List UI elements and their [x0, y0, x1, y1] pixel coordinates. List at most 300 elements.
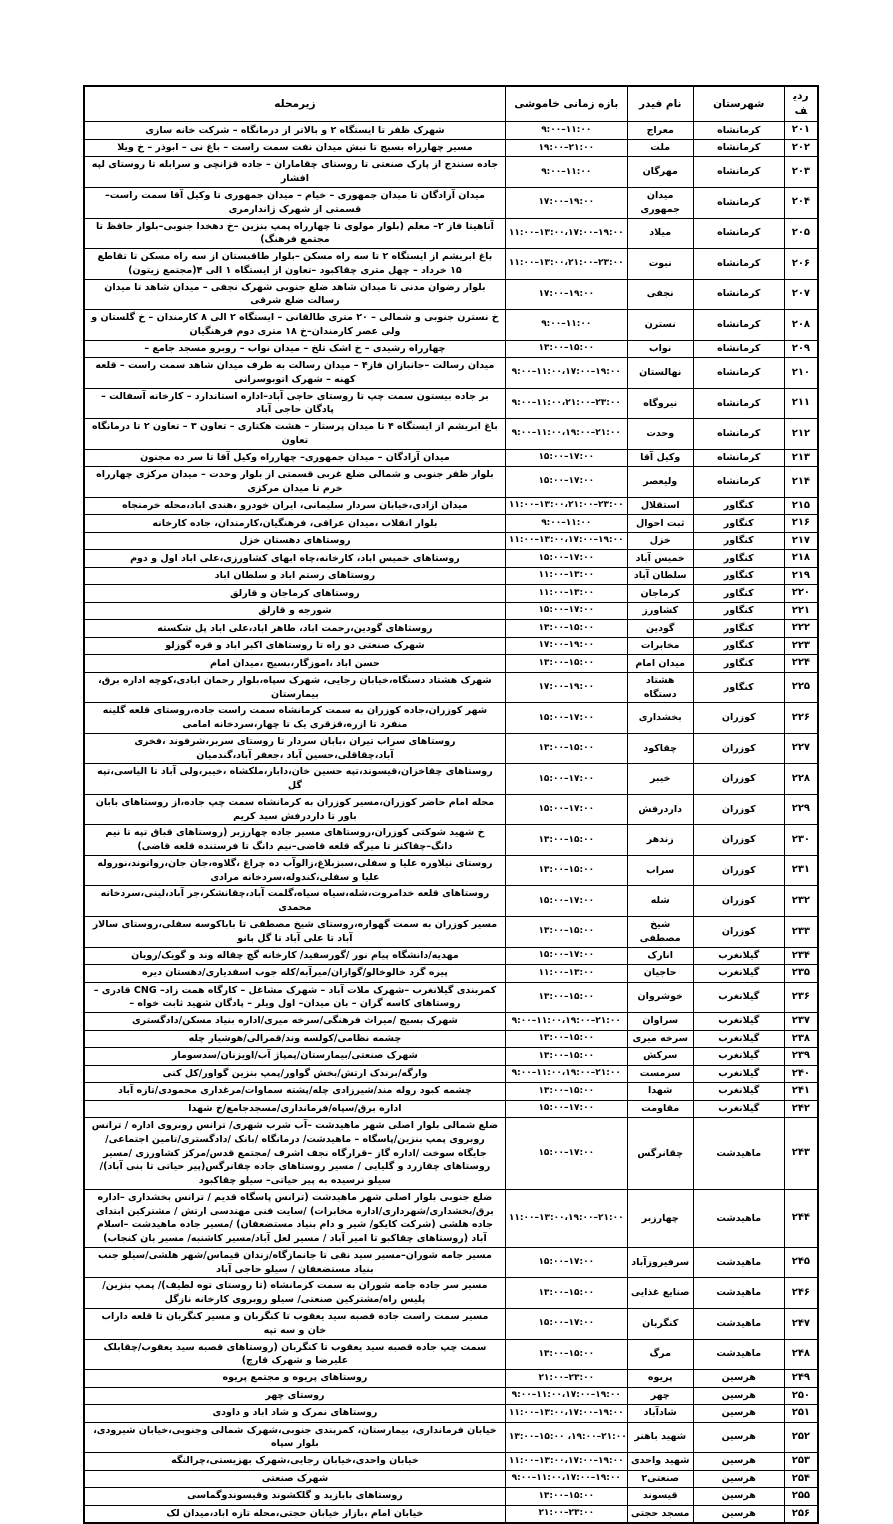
table-row	[84, 1470, 818, 1488]
county-cell: کرمانشاه	[693, 358, 784, 389]
row-number-cell: ۲۴۳	[784, 1118, 818, 1190]
table-row	[84, 550, 818, 568]
feeder-cell: مخابرات	[627, 637, 693, 655]
row-number-cell: ۲۵۳	[784, 1453, 818, 1471]
row-number-cell: ۲۵۱	[784, 1405, 818, 1423]
table-row	[84, 419, 818, 450]
county-cell: کنگاور	[693, 602, 784, 620]
row-number-cell: ۲۲۳	[784, 637, 818, 655]
feeder-cell: سرفیروزآباد	[627, 1247, 693, 1278]
table-row	[84, 655, 818, 673]
row-number-cell: ۲۲۸	[784, 764, 818, 795]
area-cell: شورجه و قارلق	[84, 602, 505, 620]
county-cell: کوزران	[693, 917, 784, 948]
feeder-cell: میدان امام	[627, 655, 693, 673]
county-cell: کنگاور	[693, 585, 784, 603]
row-number-cell: ۲۳۱	[784, 855, 818, 886]
feeder-cell: شادآباد	[627, 1405, 693, 1423]
row-number-cell: ۲۳۵	[784, 965, 818, 983]
time-range-cell: ۹:۰۰–۱۱:۰۰،۱۹:۰۰–۲۱:۰۰	[505, 1065, 627, 1083]
row-number-cell: ۲۱۶	[784, 515, 818, 533]
table-row	[84, 532, 818, 550]
row-number-cell: ۲۰۱	[784, 122, 818, 140]
column-header-row-number: ردیف	[784, 86, 818, 122]
feeder-cell: وکیل آقا	[627, 449, 693, 467]
table-row	[84, 358, 818, 389]
table-row	[84, 1505, 818, 1523]
county-cell: کرمانشاه	[693, 187, 784, 218]
area-cell: شهرک ظفر تا ایستگاه ۲ و بالاتر از درمانگاه – شرکت خانه سازی	[84, 122, 505, 140]
feeder-cell: سرخه میری	[627, 1030, 693, 1048]
time-range-cell: ۱۷:۰۰–۱۹:۰۰	[505, 637, 627, 655]
area-cell: شهر کوزران،جاده کوزران به سمت کرمانشاه سمت راست جاده،روستای قلعه گلینه منفرد تا ازره،قزقری یک تا چهار،سردخانه امامی	[84, 703, 505, 734]
time-range-cell: ۱۳:۰۰–۱۵:۰۰	[505, 1339, 627, 1370]
table-row	[84, 1422, 818, 1453]
row-number-cell: ۲۵۴	[784, 1470, 818, 1488]
county-cell: هرسین	[693, 1370, 784, 1388]
row-number-cell: ۲۰۸	[784, 310, 818, 341]
area-cell: خ شهید شوکتی کوزران،روستاهای مسیر جاده چهارزبر (روستاهای قباق تپه تا نیم دانگ–چقاکنز تا میرگه قلعه قاضی–نیم دانگ تا فرستنده قلعه قاضی)	[84, 825, 505, 856]
feeder-cell: نسترن	[627, 310, 693, 341]
time-range-cell: ۱۱:۰۰–۱۳:۰۰	[505, 585, 627, 603]
row-number-cell: ۲۴۸	[784, 1339, 818, 1370]
county-cell: گیلانغرب	[693, 1030, 784, 1048]
area-cell: مسیر سمت راست جاده قصبه سید یعقوب تا کنگربان و مسیر کنگربان تا قلعه داراب خان و سه تپه	[84, 1309, 505, 1340]
feeder-cell: ولیعصر	[627, 467, 693, 498]
table-row	[84, 157, 818, 188]
table-body	[84, 122, 818, 1523]
time-range-cell: ۹:۰۰–۱۱:۰۰،۱۷:۰۰–۱۹:۰۰	[505, 1387, 627, 1405]
row-number-cell: ۲۰۵	[784, 218, 818, 249]
area-cell: روستاهای سراب تیران ،بابان سردار تا روستای سربر،شرفوند ،فخری آباد،چقاقلی،حسین آباد ،جعفر آباد،گندمیان	[84, 733, 505, 764]
table-row	[84, 497, 818, 515]
area-cell: میدان رسالت –جانبازان فاز۴ – میدان رسالت به طرف میدان شاهد سمت راست – قلعه کهنه – شهرک اتوبوسرانی	[84, 358, 505, 389]
table-row	[84, 1339, 818, 1370]
table-row	[84, 279, 818, 310]
feeder-cell: خوشروان	[627, 982, 693, 1013]
time-range-cell: ۱۷:۰۰–۱۹:۰۰	[505, 672, 627, 703]
area-cell: خیابان امام ،بازار خیابان حجتی،محله تازه اباد،میدان لک	[84, 1505, 505, 1523]
table-row	[84, 567, 818, 585]
area-cell: باغ ابریشم از ایستگاه ۴ تا میدان پرستار – هشت هکتاری – تعاون ۳ – تعاون ۲ تا درمانگاه تعاون	[84, 419, 505, 450]
row-number-cell: ۲۱۱	[784, 388, 818, 419]
county-cell: کنگاور	[693, 672, 784, 703]
area-cell: روستاهای کرماجان و قارلق	[84, 585, 505, 603]
time-range-cell: ۱۱:۰۰–۱۳:۰۰	[505, 567, 627, 585]
area-cell: روستاهای نمرک و شاد اباد و داودی	[84, 1405, 505, 1423]
outage-schedule-table	[83, 85, 819, 1524]
area-cell: مسیر کوزران به سمت گهواره،روستای شیخ مصطفی تا باباکوسه سفلی،روستای سالار آباد تا علی آباد تا گل بانو	[84, 917, 505, 948]
row-number-cell: ۲۳۲	[784, 886, 818, 917]
column-header-time-range: بازه زمانی خاموشی	[505, 86, 627, 122]
time-range-cell: ۱۵:۰۰–۱۷:۰۰	[505, 794, 627, 825]
row-number-cell: ۲۵۰	[784, 1387, 818, 1405]
table-row	[84, 764, 818, 795]
feeder-cell: سرکش	[627, 1048, 693, 1066]
county-cell: کرمانشاه	[693, 467, 784, 498]
time-range-cell: ۱۵:۰۰–۱۷:۰۰	[505, 764, 627, 795]
row-number-cell: ۲۲۲	[784, 620, 818, 638]
time-range-cell: ۱۵:۰۰–۱۷:۰۰	[505, 703, 627, 734]
area-cell: ضلع شمالی بلوار اصلی شهر ماهیدشت –آب شرب شهری/ ترانس روبروی اداره / ترانس روبروی پمپ بنزین/پاسگاه – ماهیدشت/ درمانگاه /بانک /دادگستری/تامین اجتماعی/جایگاه سوخت /اداره گاز –قرارگاه نجف اشرف /مجتمع قدس/مرکز کشاورزی /مسیر روستاهای چقازرد و گلیایی / مسیر روستاهای جاده چقانرگس(پیر حیاتی تا بنی آباد)/سیلو نرسیده به پیر حیاتی– سیلو چقاکبود	[84, 1118, 505, 1190]
area-cell: میدان آزادگان تا میدان جمهوری – خیام – میدان جمهوری تا وکیل آقا سمت راست–قسمتی از شهرک ژاندارمری	[84, 187, 505, 218]
time-range-cell: ۱۵:۰۰–۱۷:۰۰	[505, 1247, 627, 1278]
feeder-cell: استقلال	[627, 497, 693, 515]
feeder-cell: چهارزبر	[627, 1189, 693, 1247]
feeder-cell: هشتاد دستگاه	[627, 672, 693, 703]
feeder-cell: ثبت احوال	[627, 515, 693, 533]
row-number-cell: ۲۱۸	[784, 550, 818, 568]
time-range-cell: ۱۳:۰۰–۱۵:۰۰	[505, 655, 627, 673]
feeder-cell: مرگ	[627, 1339, 693, 1370]
county-cell: کوزران	[693, 825, 784, 856]
county-cell: کنگاور	[693, 497, 784, 515]
feeder-cell: سراوان	[627, 1013, 693, 1031]
table-row	[84, 515, 818, 533]
row-number-cell: ۲۰۹	[784, 340, 818, 358]
time-range-cell: ۱۷:۰۰–۱۹:۰۰	[505, 279, 627, 310]
row-number-cell: ۲۵۶	[784, 1505, 818, 1523]
time-range-cell: ۱۹:۰۰–۲۱:۰۰	[505, 139, 627, 157]
row-number-cell: ۲۴۹	[784, 1370, 818, 1388]
county-cell: هرسین	[693, 1405, 784, 1423]
time-range-cell: ۱۳:۰۰–۱۵:۰۰	[505, 982, 627, 1013]
feeder-cell: شهید باهنر	[627, 1422, 693, 1453]
area-cell: شهرک هشتاد دستگاه،خیابان رجایی، شهرک سپاه،بلوار رحمان ابادی،کوچه اداره برق، بیمارستان	[84, 672, 505, 703]
area-cell: بلوار ظفر جنوبی و شمالی ضلع غربی قسمتی از بلوار وحدت – میدان مرکزی چهارراه خرم تا میدان مرکزی	[84, 467, 505, 498]
area-cell: بلوار انقلاب ،میدان عراقی، فرهنگیان،کارمندان، جاده کارخانه	[84, 515, 505, 533]
table-row	[84, 602, 818, 620]
row-number-cell: ۲۲۱	[784, 602, 818, 620]
feeder-cell: سراب	[627, 855, 693, 886]
time-range-cell: ۱۱:۰۰–۱۳:۰۰،۱۷:۰۰–۱۹:۰۰	[505, 1453, 627, 1471]
table-row	[84, 825, 818, 856]
table-row	[84, 1083, 818, 1101]
feeder-cell: خیبر	[627, 764, 693, 795]
table-row	[84, 1387, 818, 1405]
row-number-cell: ۲۵۵	[784, 1488, 818, 1506]
row-number-cell: ۲۱۳	[784, 449, 818, 467]
area-cell: پیره گرد خالوخالو/گوازان/میرآبه/کله جوب اسفدیاری/دهستان دیره	[84, 965, 505, 983]
row-number-cell: ۲۰۳	[784, 157, 818, 188]
row-number-cell: ۲۴۲	[784, 1100, 818, 1118]
area-cell: مهدیه/دانشگاه پیام نور /گورسفید/ کارخانه گچ چقاله وند و گویک/رویان	[84, 947, 505, 965]
column-header-county: شهرستان	[693, 86, 784, 122]
feeder-cell: شیخ مصطفی	[627, 917, 693, 948]
area-cell: چهارراه رشیدی – خ اشک تلخ – میدان نواب – روبرو مسجد جامع –	[84, 340, 505, 358]
table-row	[84, 733, 818, 764]
row-number-cell: ۲۲۶	[784, 703, 818, 734]
area-cell: روستاهای پریوه و مجتمع پریوه	[84, 1370, 505, 1388]
header-row	[84, 86, 818, 122]
feeder-cell: سرمست	[627, 1065, 693, 1083]
table-row	[84, 620, 818, 638]
row-number-cell: ۲۱۲	[784, 419, 818, 450]
time-range-cell: ۱۵:۰۰–۱۷:۰۰	[505, 1309, 627, 1340]
row-number-cell: ۲۲۹	[784, 794, 818, 825]
time-range-cell: ۹:۰۰–۱۱:۰۰،۲۱:۰۰–۲۳:۰۰	[505, 388, 627, 419]
area-cell: خ نسترن جنوبی و شمالی – ۲۰ متری طالقانی – ایستگاه ۲ الی ۸ کارمندان – خ گلستان و ولی عصر کارمندان–خ ۱۸ متری دوم فرهنگیان	[84, 310, 505, 341]
county-cell: گیلانغرب	[693, 1065, 784, 1083]
row-number-cell: ۲۱۵	[784, 497, 818, 515]
county-cell: هرسین	[693, 1453, 784, 1471]
area-cell: شهرک بسیج /میراث فرهنگی/سرخه میری/اداره بنیاد مسکن/دادگستری	[84, 1013, 505, 1031]
area-cell: اداره برق/سپاه/فرمانداری/مسجدجامع/خ شهدا	[84, 1100, 505, 1118]
feeder-cell: وحدت	[627, 419, 693, 450]
county-cell: کنگاور	[693, 637, 784, 655]
row-number-cell: ۲۳۶	[784, 982, 818, 1013]
feeder-cell: نجفی	[627, 279, 693, 310]
table-row	[84, 1278, 818, 1309]
feeder-cell: نهالستان	[627, 358, 693, 389]
table-row	[84, 340, 818, 358]
county-cell: ماهیدشت	[693, 1309, 784, 1340]
table-row	[84, 310, 818, 341]
feeder-cell: خمیس آباد	[627, 550, 693, 568]
county-cell: گیلانغرب	[693, 982, 784, 1013]
county-cell: گیلانغرب	[693, 1083, 784, 1101]
area-cell: شهرک صنعتی دو راه تا روستاهای اکبر اباد و قره گوزلو	[84, 637, 505, 655]
feeder-cell: کنگربان	[627, 1309, 693, 1340]
row-number-cell: ۲۵۲	[784, 1422, 818, 1453]
table-row	[84, 187, 818, 218]
feeder-cell: چهر	[627, 1387, 693, 1405]
row-number-cell: ۲۳۹	[784, 1048, 818, 1066]
table-header	[84, 86, 818, 122]
table-row	[84, 388, 818, 419]
row-number-cell: ۲۲۴	[784, 655, 818, 673]
time-range-cell: ۲۱:۰۰–۲۳:۰۰	[505, 1370, 627, 1388]
time-range-cell: ۱۳:۰۰–۱۵:۰۰	[505, 733, 627, 764]
time-range-cell: ۱۱:۰۰–۱۳:۰۰،۲۱:۰۰–۲۳:۰۰	[505, 249, 627, 280]
feeder-cell: کشاورز	[627, 602, 693, 620]
county-cell: گیلانغرب	[693, 1100, 784, 1118]
row-number-cell: ۲۳۳	[784, 917, 818, 948]
county-cell: کرمانشاه	[693, 218, 784, 249]
county-cell: کرمانشاه	[693, 310, 784, 341]
county-cell: کرمانشاه	[693, 449, 784, 467]
area-cell: محله امام حاضر کوزران،مسیر کوزران به کرمانشاه سمت چپ جاده،از روستاهای بابان باور تا داردرفش سید کریم	[84, 794, 505, 825]
row-number-cell: ۲۴۴	[784, 1189, 818, 1247]
table-row	[84, 1405, 818, 1423]
feeder-cell: انارک	[627, 947, 693, 965]
table-row	[84, 467, 818, 498]
table-row	[84, 1048, 818, 1066]
area-cell: روستاهای دهستان خزل	[84, 532, 505, 550]
area-cell: باغ ابریشم از ایستگاه ۲ تا سه راه مسکن –بلوار طاقبستان از سه راه مسکن تا تقاطع ۱۵ خرداد – چهل متری چقاکبود –تعاون از ایستگاه ۱ الی ۴(مجتمع زیتون)	[84, 249, 505, 280]
row-number-cell: ۲۰۴	[784, 187, 818, 218]
time-range-cell: ۱۳:۰۰–۱۵:۰۰	[505, 825, 627, 856]
area-cell: ضلع جنوبی بلوار اصلی شهر ماهیدشت (ترانس پاسگاه قدیم / ترانس بخشداری –اداره برق/بخشداری/شهرداری/اداره مخابرات) /سایت فنی مهندسی ارتش / مشترکین ابتدای جاده هلشی (شرکت کایکو/ شیر و دام بنیاد مستضعفان) /مسیر جاده ماهیدشت –اسلام آباد (روستاهای چقاکبو تا امیر آباد / مسیر لعل آباد/مسیر کاشنبه/ مسیر بان کنجاب)	[84, 1189, 505, 1247]
county-cell: کوزران	[693, 733, 784, 764]
column-header-feeder: نام فیدر	[627, 86, 693, 122]
feeder-cell: بخشداری	[627, 703, 693, 734]
county-cell: کنگاور	[693, 620, 784, 638]
table-row	[84, 1309, 818, 1340]
area-cell: شهرک صنعتی	[84, 1470, 505, 1488]
row-number-cell: ۲۰۷	[784, 279, 818, 310]
time-range-cell: ۹:۰۰–۱۱:۰۰	[505, 122, 627, 140]
row-number-cell: ۲۱۷	[784, 532, 818, 550]
table-row	[84, 1453, 818, 1471]
table-row	[84, 585, 818, 603]
time-range-cell: ۱۱:۰۰–۱۳:۰۰	[505, 965, 627, 983]
feeder-cell: زندهر	[627, 825, 693, 856]
area-cell: روستای چهر	[84, 1387, 505, 1405]
time-range-cell: ۹:۰۰–۱۱:۰۰،۱۷:۰۰–۱۹:۰۰	[505, 1470, 627, 1488]
time-range-cell: ۹:۰۰–۱۱:۰۰	[505, 157, 627, 188]
feeder-cell: صنایع غذایی	[627, 1278, 693, 1309]
feeder-cell: معراج	[627, 122, 693, 140]
time-range-cell: ۱۳:۰۰–۱۵:۰۰	[505, 1083, 627, 1101]
time-range-cell: ۱۱:۰۰–۱۳:۰۰،۱۹:۰۰–۲۱:۰۰	[505, 1189, 627, 1247]
row-number-cell: ۲۱۰	[784, 358, 818, 389]
area-cell: روستاهای رستم اباد و سلطان اباد	[84, 567, 505, 585]
time-range-cell: ۱۱:۰۰–۱۳:۰۰،۲۱:۰۰–۲۳:۰۰	[505, 497, 627, 515]
row-number-cell: ۲۴۷	[784, 1309, 818, 1340]
area-cell: میدان ازادی،خیابان سردار سلیمانی، ایران خودرو ،هندی اباد،محله خرمنجاه	[84, 497, 505, 515]
feeder-cell: شهید واحدی	[627, 1453, 693, 1471]
area-cell: روستاهای گودین،رحمت اباد، طاهر اباد،علی اباد پل شکسته	[84, 620, 505, 638]
county-cell: گیلانغرب	[693, 1048, 784, 1066]
table-row	[84, 1065, 818, 1083]
county-cell: هرسین	[693, 1470, 784, 1488]
feeder-cell: کرماجان	[627, 585, 693, 603]
feeder-cell: میلاد	[627, 218, 693, 249]
table-row	[84, 703, 818, 734]
feeder-cell: صنعتی۲	[627, 1470, 693, 1488]
row-number-cell: ۲۳۷	[784, 1013, 818, 1031]
time-range-cell: ۱۳:۰۰–۱۵:۰۰	[505, 1488, 627, 1506]
row-number-cell: ۲۲۷	[784, 733, 818, 764]
column-header-area: زیرمحله	[84, 86, 505, 122]
county-cell: کوزران	[693, 855, 784, 886]
row-number-cell: ۲۳۴	[784, 947, 818, 965]
table-row	[84, 794, 818, 825]
county-cell: کوزران	[693, 764, 784, 795]
row-number-cell: ۲۱۹	[784, 567, 818, 585]
feeder-cell: شله	[627, 886, 693, 917]
row-number-cell: ۲۲۰	[784, 585, 818, 603]
time-range-cell: ۱۳:۰۰–۱۵:۰۰	[505, 1048, 627, 1066]
feeder-cell: سلطان آباد	[627, 567, 693, 585]
feeder-cell: حاجیان	[627, 965, 693, 983]
county-cell: ماهیدشت	[693, 1189, 784, 1247]
area-cell: مسیر جامه شوران–مسیر سید نقی تا جانمازگاه/زندان قیماس/شهر هلشی/سیلو جنب بنیاد مستضعفان / سیلو حاجی آباد	[84, 1247, 505, 1278]
time-range-cell: ۹:۰۰–۱۱:۰۰،۱۹:۰۰–۲۱:۰۰	[505, 1013, 627, 1031]
time-range-cell: ۱۳:۰۰–۱۵:۰۰	[505, 1030, 627, 1048]
area-cell: کمربندی گیلانغرب –شهرک ملات آباد – شهرک مشاغل – کارگاه همت زاد– CNG قادری – روستاهای کاسه گران – بان میدان– اول ویلر – پادگان شهید ثابت خواه –	[84, 982, 505, 1013]
time-range-cell: ۱۱:۰۰–۱۳:۰۰،۱۷:۰۰–۱۹:۰۰	[505, 1405, 627, 1423]
row-number-cell: ۲۳۰	[784, 825, 818, 856]
area-cell: سمت چپ جاده قصبه سید یعقوب تا کنگربان (روستاهای قصبه سید یعقوب/چقابلک علیرضا و شهرک قارچ)	[84, 1339, 505, 1370]
county-cell: هرسین	[693, 1422, 784, 1453]
time-range-cell: ۱۳:۰۰–۱۵:۰۰	[505, 620, 627, 638]
county-cell: کرمانشاه	[693, 340, 784, 358]
table-row	[84, 218, 818, 249]
time-range-cell: ۱۱:۰۰–۱۳:۰۰،۱۷:۰۰–۱۹:۰۰	[505, 218, 627, 249]
table-row	[84, 1488, 818, 1506]
time-range-cell: ۱۳:۰۰–۱۵:۰۰	[505, 855, 627, 886]
area-cell: خیابان فرمانداری، بیمارستان، کمربندی جنوبی،شهرک شمالی وجنوبی،خیابان شیرودی، بلوار سپاه	[84, 1422, 505, 1453]
feeder-cell: مهرگان	[627, 157, 693, 188]
table-row	[84, 1118, 818, 1190]
county-cell: کنگاور	[693, 567, 784, 585]
table-row	[84, 249, 818, 280]
feeder-cell: نیروگاه	[627, 388, 693, 419]
feeder-cell: مقاومت	[627, 1100, 693, 1118]
table-row	[84, 855, 818, 886]
feeder-cell: پریوه	[627, 1370, 693, 1388]
area-cell: چشمه نظامی/کولسه وند/قمرالی/هوشیار چله	[84, 1030, 505, 1048]
area-cell: روستاهای قلعه خدامروت،شله،سیاه سیاه،گلمت آباد،چقانشکر،جر آباد،لینی،سردخانه محمدی	[84, 886, 505, 917]
county-cell: هرسین	[693, 1505, 784, 1523]
time-range-cell: ۱۵:۰۰–۱۷:۰۰	[505, 1100, 627, 1118]
row-number-cell: ۲۰۲	[784, 139, 818, 157]
row-number-cell: ۲۲۵	[784, 672, 818, 703]
row-number-cell: ۲۳۸	[784, 1030, 818, 1048]
time-range-cell: ۱۵:۰۰–۱۷:۰۰	[505, 467, 627, 498]
area-cell: شهرک صنعتی/بیمارستان/پمپاژ آب/اویزنان/سدسومار	[84, 1048, 505, 1066]
time-range-cell: ۱۵:۰۰–۱۷:۰۰	[505, 886, 627, 917]
feeder-cell: نبوت	[627, 249, 693, 280]
area-cell: مسیر سر جاده جامه شوران به سمت کرمانشاه (تا روستای توه لطیف)/ پمپ بنزین/ پلیس راه/مشترکین صنعتی/ سیلو روبروی کارخانه نازگل	[84, 1278, 505, 1309]
time-range-cell: ۹:۰۰–۱۱:۰۰،۱۹:۰۰–۲۱:۰۰	[505, 419, 627, 450]
table-row	[84, 672, 818, 703]
time-range-cell: ۹:۰۰–۱۱:۰۰،۱۷:۰۰–۱۹:۰۰	[505, 358, 627, 389]
table-row	[84, 947, 818, 965]
county-cell: کنگاور	[693, 532, 784, 550]
time-range-cell: ۹:۰۰–۱۱:۰۰	[505, 515, 627, 533]
table-row	[84, 637, 818, 655]
row-number-cell: ۲۱۴	[784, 467, 818, 498]
feeder-cell: قیسوند	[627, 1488, 693, 1506]
county-cell: گیلانغرب	[693, 1013, 784, 1031]
area-cell: مسیر چهارراه بسیج تا نبش میدان نفت سمت راست – باغ نی – ابوذر – خ ویلا	[84, 139, 505, 157]
row-number-cell: ۲۰۶	[784, 249, 818, 280]
row-number-cell: ۲۴۱	[784, 1083, 818, 1101]
table-row	[84, 122, 818, 140]
area-cell: وارگه/برندک ارتش/بخش گواور/پمپ بنزین گواور/کل کنی	[84, 1065, 505, 1083]
feeder-cell: داردرفش	[627, 794, 693, 825]
feeder-cell: مسجد حجتی	[627, 1505, 693, 1523]
county-cell: گیلانغرب	[693, 965, 784, 983]
table-row	[84, 1189, 818, 1247]
county-cell: کرمانشاه	[693, 122, 784, 140]
table-row	[84, 1247, 818, 1278]
area-cell: جاده سنندج از پارک صنعتی تا روستای چقاماران – جاده قزانچی و سرابله تا روستای لپه افشار	[84, 157, 505, 188]
county-cell: کوزران	[693, 703, 784, 734]
table-row	[84, 1100, 818, 1118]
table-row	[84, 917, 818, 948]
county-cell: گیلانغرب	[693, 947, 784, 965]
county-cell: کرمانشاه	[693, 249, 784, 280]
county-cell: کرمانشاه	[693, 157, 784, 188]
county-cell: کنگاور	[693, 515, 784, 533]
time-range-cell: ۱۵:۰۰–۱۷:۰۰	[505, 550, 627, 568]
area-cell: میدان آزادگان – میدان جمهوری– چهارراه وکیل آقا تا سر ده مجنون	[84, 449, 505, 467]
county-cell: هرسین	[693, 1488, 784, 1506]
table-row	[84, 449, 818, 467]
county-cell: کوزران	[693, 886, 784, 917]
county-cell: کرمانشاه	[693, 388, 784, 419]
county-cell: کرمانشاه	[693, 419, 784, 450]
time-range-cell: ۱۱:۰۰–۱۳:۰۰،۱۷:۰۰–۱۹:۰۰	[505, 532, 627, 550]
county-cell: ماهیدشت	[693, 1278, 784, 1309]
county-cell: ماهیدشت	[693, 1339, 784, 1370]
time-range-cell: ۱۳:۰۰–۱۵:۰۰	[505, 340, 627, 358]
county-cell: کنگاور	[693, 655, 784, 673]
